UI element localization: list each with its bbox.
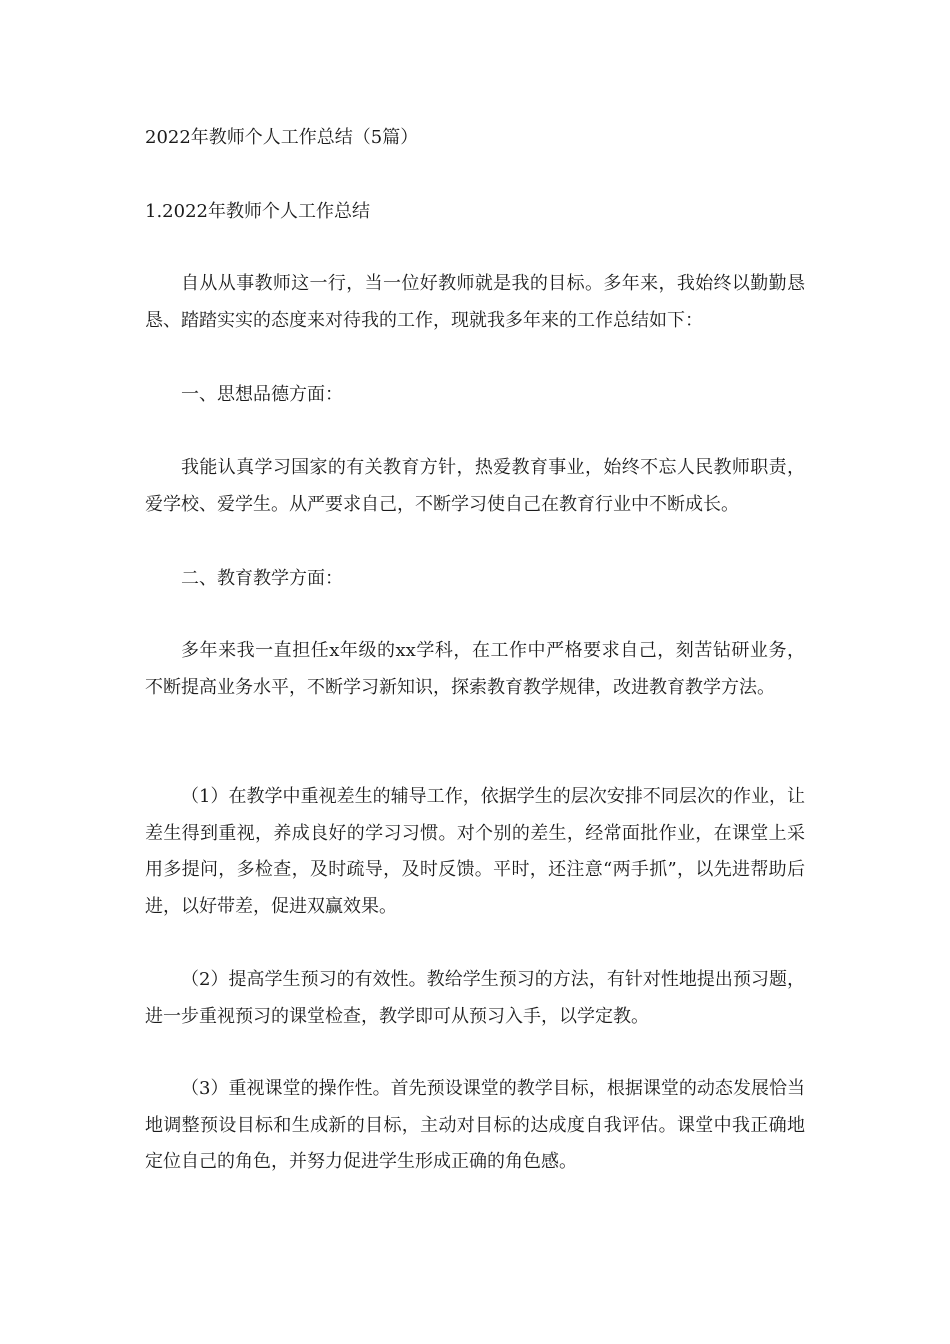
heading-teaching: 二、教育教学方面： [181, 568, 343, 589]
list-item-2: （2）提高学生预习的有效性。教给学生预习的方法，有针对性地提出预习题，进一步重视预习的课堂检查，教学即可从预习入手，以学定教。 [145, 969, 805, 1027]
section-heading: 1.2022年教师个人工作总结 [145, 201, 370, 222]
teaching-paragraph: 多年来我一直担任x年级的xx学科，在工作中严格要求自己，刻苦钻研业务，不断提高业务水平，不断学习新知识，探索教育教学规律，改进教育教学方法。 [145, 640, 805, 698]
list-item-1: （1）在教学中重视差生的辅导工作，依据学生的层次安排不同层次的作业，让差生得到重视，养成良好的学习习惯。对个别的差生，经常面批作业，在课堂上采用多提问，多检查，及时疏导，及时反馈。平时，还注意“两手抓”，以先进帮助后进，以好带差，促进双赢效果。 [145, 786, 805, 917]
heading-moral: 一、思想品德方面： [181, 384, 343, 405]
document-title: 2022年教师个人工作总结（5篇） [145, 127, 419, 148]
intro-paragraph: 自从从事教师这一行，当一位好教师就是我的目标。多年来，我始终以勤勤恳恳、踏踏实实的态度来对待我的工作，现就我多年来的工作总结如下： [145, 273, 805, 331]
list-item-3: （3）重视课堂的操作性。首先预设课堂的教学目标，根据课堂的动态发展恰当地调整预设目标和生成新的目标，主动对目标的达成度自我评估。课堂中我正确地定位自己的角色，并努力促进学生形成正确的角色感。 [145, 1078, 805, 1172]
moral-paragraph: 我能认真学习国家的有关教育方针，热爱教育事业，始终不忘人民教师职责，爱学校、爱学生。从严要求自己，不断学习使自己在教育行业中不断成长。 [145, 457, 805, 515]
